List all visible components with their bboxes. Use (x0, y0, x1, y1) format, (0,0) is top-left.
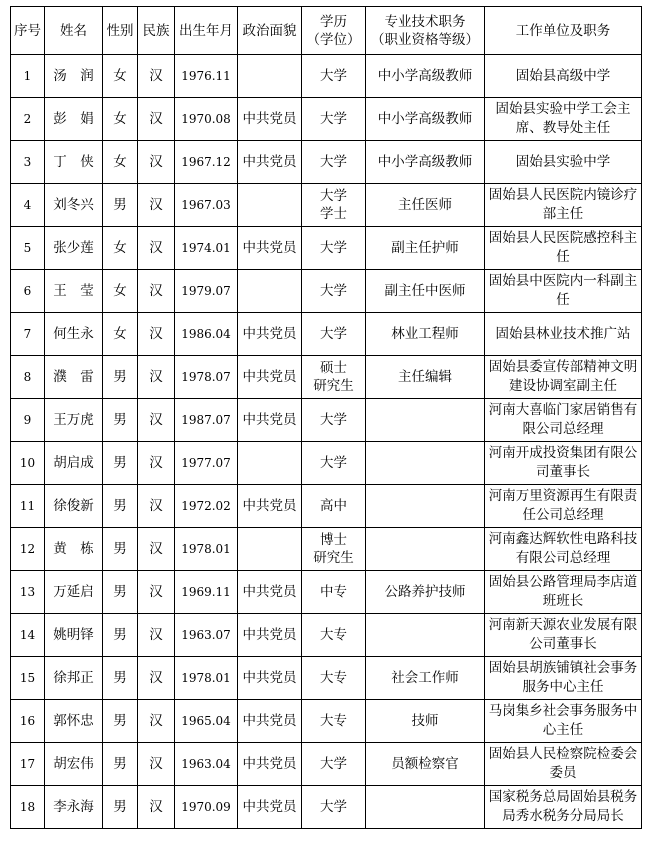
cell-birth: 1977.07 (175, 442, 238, 485)
cell-party: 中共党员 (238, 743, 302, 786)
cell-unit: 固始县高级中学 (485, 55, 642, 98)
cell-education: 大学 (302, 786, 366, 829)
cell-ethnic: 汉 (138, 270, 175, 313)
cell-unit: 固始县中医院内一科副主任 (485, 270, 642, 313)
cell-no: 8 (11, 356, 45, 399)
cell-no: 10 (11, 442, 45, 485)
cell-ethnic: 汉 (138, 614, 175, 657)
cell-unit: 固始县人民医院感控科主任 (485, 227, 642, 270)
cell-sex: 男 (103, 700, 138, 743)
header-unit: 工作单位及职务 (485, 7, 642, 55)
table-row (11, 356, 642, 399)
cell-name: 徐邦正 (45, 657, 103, 700)
cell-sex: 男 (103, 528, 138, 571)
table-row (11, 399, 642, 442)
cell-ethnic: 汉 (138, 485, 175, 528)
cell-sex: 男 (103, 743, 138, 786)
cell-no: 16 (11, 700, 45, 743)
cell-ethnic: 汉 (138, 528, 175, 571)
cell-unit: 固始县实验中学工会主席、教导处主任 (485, 98, 642, 141)
cell-sex: 男 (103, 657, 138, 700)
cell-party: 中共党员 (238, 614, 302, 657)
cell-party (238, 528, 302, 571)
cell-party: 中共党员 (238, 657, 302, 700)
cell-ethnic: 汉 (138, 313, 175, 356)
header-education: 学历 （学位） (302, 7, 366, 55)
cell-birth: 1967.03 (175, 184, 238, 227)
cell-unit: 河南万里资源再生有限责任公司总经理 (485, 485, 642, 528)
cell-no: 2 (11, 98, 45, 141)
cell-party (238, 55, 302, 98)
cell-unit: 河南开成投资集团有限公司董事长 (485, 442, 642, 485)
cell-title (366, 614, 485, 657)
cell-name: 万延启 (45, 571, 103, 614)
cell-no: 13 (11, 571, 45, 614)
cell-unit: 固始县人民医院内镜诊疗部主任 (485, 184, 642, 227)
cell-unit: 马岗集乡社会事务服务中心主任 (485, 700, 642, 743)
cell-title: 社会工作师 (366, 657, 485, 700)
table-row (11, 614, 642, 657)
header-no: 序号 (11, 7, 45, 55)
cell-party: 中共党员 (238, 141, 302, 184)
cell-birth: 1979.07 (175, 270, 238, 313)
cell-birth: 1974.01 (175, 227, 238, 270)
cell-party: 中共党员 (238, 571, 302, 614)
cell-no: 7 (11, 313, 45, 356)
cell-ethnic: 汉 (138, 399, 175, 442)
cell-birth: 1986.04 (175, 313, 238, 356)
cell-birth: 1965.04 (175, 700, 238, 743)
cell-name: 郭怀忠 (45, 700, 103, 743)
cell-unit: 固始县委宣传部精神文明建设协调室副主任 (485, 356, 642, 399)
cell-name: 汤 润 (45, 55, 103, 98)
table-row (11, 184, 642, 227)
cell-no: 9 (11, 399, 45, 442)
cell-birth: 1976.11 (175, 55, 238, 98)
cell-birth: 1978.01 (175, 528, 238, 571)
cell-sex: 男 (103, 485, 138, 528)
cell-name: 刘冬兴 (45, 184, 103, 227)
cell-party (238, 442, 302, 485)
table-row (11, 485, 642, 528)
cell-sex: 女 (103, 270, 138, 313)
cell-party (238, 270, 302, 313)
cell-birth: 1978.01 (175, 657, 238, 700)
cell-name: 濮 雷 (45, 356, 103, 399)
cell-party: 中共党员 (238, 313, 302, 356)
cell-title: 中小学高级教师 (366, 141, 485, 184)
cell-no: 11 (11, 485, 45, 528)
cell-ethnic: 汉 (138, 657, 175, 700)
cell-party: 中共党员 (238, 399, 302, 442)
cell-sex: 女 (103, 227, 138, 270)
cell-no: 1 (11, 55, 45, 98)
cell-party: 中共党员 (238, 786, 302, 829)
header-name: 姓名 (45, 7, 103, 55)
cell-education: 大学 (302, 270, 366, 313)
cell-name: 王 莹 (45, 270, 103, 313)
cell-party: 中共党员 (238, 700, 302, 743)
cell-title: 中小学高级教师 (366, 55, 485, 98)
cell-title (366, 399, 485, 442)
cell-education: 大学 (302, 399, 366, 442)
cell-name: 张少莲 (45, 227, 103, 270)
header-birth: 出生年月 (175, 7, 238, 55)
header-row (11, 7, 642, 55)
cell-sex: 男 (103, 356, 138, 399)
cell-party: 中共党员 (238, 356, 302, 399)
cell-unit: 河南新天源农业发展有限公司董事长 (485, 614, 642, 657)
cell-no: 6 (11, 270, 45, 313)
cell-title: 主任编辑 (366, 356, 485, 399)
cell-unit: 固始县人民检察院检委会委员 (485, 743, 642, 786)
header-party: 政治面貌 (238, 7, 302, 55)
cell-name: 徐俊新 (45, 485, 103, 528)
cell-title: 中小学高级教师 (366, 98, 485, 141)
cell-unit: 国家税务总局固始县税务局秀水税务分局局长 (485, 786, 642, 829)
cell-education: 大学 (302, 743, 366, 786)
cell-ethnic: 汉 (138, 184, 175, 227)
cell-party: 中共党员 (238, 485, 302, 528)
header-title: 专业技术职务 （职业资格等级） (366, 7, 485, 55)
cell-sex: 男 (103, 184, 138, 227)
cell-title (366, 528, 485, 571)
cell-title: 林业工程师 (366, 313, 485, 356)
cell-education: 大学 (302, 55, 366, 98)
cell-education: 大专 (302, 700, 366, 743)
cell-title: 主任医师 (366, 184, 485, 227)
cell-title: 副主任中医师 (366, 270, 485, 313)
table-row (11, 571, 642, 614)
cell-ethnic: 汉 (138, 98, 175, 141)
header-ethnic: 民族 (138, 7, 175, 55)
cell-education: 大学 学士 (302, 184, 366, 227)
cell-sex: 男 (103, 571, 138, 614)
cell-no: 18 (11, 786, 45, 829)
cell-ethnic: 汉 (138, 786, 175, 829)
cell-ethnic: 汉 (138, 356, 175, 399)
cell-title (366, 485, 485, 528)
cell-education: 大学 (302, 442, 366, 485)
table-row (11, 98, 642, 141)
cell-ethnic: 汉 (138, 571, 175, 614)
cell-no: 3 (11, 141, 45, 184)
cell-unit: 固始县胡族铺镇社会事务服务中心主任 (485, 657, 642, 700)
cell-name: 何生永 (45, 313, 103, 356)
cell-name: 胡启成 (45, 442, 103, 485)
cell-unit: 固始县公路管理局李店道班班长 (485, 571, 642, 614)
cell-sex: 女 (103, 98, 138, 141)
table-row (11, 141, 642, 184)
cell-unit: 固始县林业技术推广站 (485, 313, 642, 356)
cell-education: 大学 (302, 227, 366, 270)
table-row (11, 743, 642, 786)
cell-education: 大学 (302, 98, 366, 141)
cell-no: 17 (11, 743, 45, 786)
cell-education: 大学 (302, 141, 366, 184)
cell-birth: 1967.12 (175, 141, 238, 184)
cell-title (366, 442, 485, 485)
cell-education: 大学 (302, 313, 366, 356)
cell-education: 高中 (302, 485, 366, 528)
cell-name: 彭 娟 (45, 98, 103, 141)
cell-unit: 河南大喜临门家居销售有限公司总经理 (485, 399, 642, 442)
cell-name: 胡宏伟 (45, 743, 103, 786)
cell-birth: 1987.07 (175, 399, 238, 442)
cell-birth: 1963.07 (175, 614, 238, 657)
table-row (11, 786, 642, 829)
cell-education: 中专 (302, 571, 366, 614)
cell-no: 15 (11, 657, 45, 700)
cell-ethnic: 汉 (138, 55, 175, 98)
cell-ethnic: 汉 (138, 227, 175, 270)
cell-ethnic: 汉 (138, 141, 175, 184)
cell-birth: 1972.02 (175, 485, 238, 528)
table-body (11, 55, 642, 829)
cell-birth: 1970.08 (175, 98, 238, 141)
personnel-table (10, 6, 642, 829)
cell-sex: 女 (103, 55, 138, 98)
cell-sex: 女 (103, 141, 138, 184)
cell-birth: 1963.04 (175, 743, 238, 786)
cell-unit: 固始县实验中学 (485, 141, 642, 184)
cell-birth: 1969.11 (175, 571, 238, 614)
cell-ethnic: 汉 (138, 743, 175, 786)
cell-name: 王万虎 (45, 399, 103, 442)
cell-birth: 1970.09 (175, 786, 238, 829)
table-row (11, 657, 642, 700)
cell-no: 12 (11, 528, 45, 571)
cell-education: 大专 (302, 657, 366, 700)
cell-name: 丁 侠 (45, 141, 103, 184)
table-row (11, 700, 642, 743)
cell-ethnic: 汉 (138, 442, 175, 485)
table-row (11, 227, 642, 270)
cell-sex: 男 (103, 614, 138, 657)
cell-education: 大专 (302, 614, 366, 657)
cell-title: 员额检察官 (366, 743, 485, 786)
cell-party (238, 184, 302, 227)
header-sex: 性别 (103, 7, 138, 55)
cell-title: 副主任护师 (366, 227, 485, 270)
cell-sex: 男 (103, 786, 138, 829)
table-row (11, 313, 642, 356)
table-row (11, 55, 642, 98)
cell-party: 中共党员 (238, 227, 302, 270)
cell-party: 中共党员 (238, 98, 302, 141)
cell-no: 4 (11, 184, 45, 227)
cell-title (366, 786, 485, 829)
cell-name: 姚明铎 (45, 614, 103, 657)
cell-name: 黄 栋 (45, 528, 103, 571)
table-row (11, 442, 642, 485)
cell-title: 公路养护技师 (366, 571, 485, 614)
cell-no: 5 (11, 227, 45, 270)
cell-no: 14 (11, 614, 45, 657)
cell-ethnic: 汉 (138, 700, 175, 743)
cell-title: 技师 (366, 700, 485, 743)
cell-sex: 女 (103, 313, 138, 356)
cell-sex: 男 (103, 399, 138, 442)
cell-birth: 1978.07 (175, 356, 238, 399)
table-row (11, 528, 642, 571)
table-row (11, 270, 642, 313)
cell-name: 李永海 (45, 786, 103, 829)
cell-unit: 河南鑫达辉软性电路科技有限公司总经理 (485, 528, 642, 571)
cell-education: 博士 研究生 (302, 528, 366, 571)
cell-education: 硕士 研究生 (302, 356, 366, 399)
cell-sex: 男 (103, 442, 138, 485)
